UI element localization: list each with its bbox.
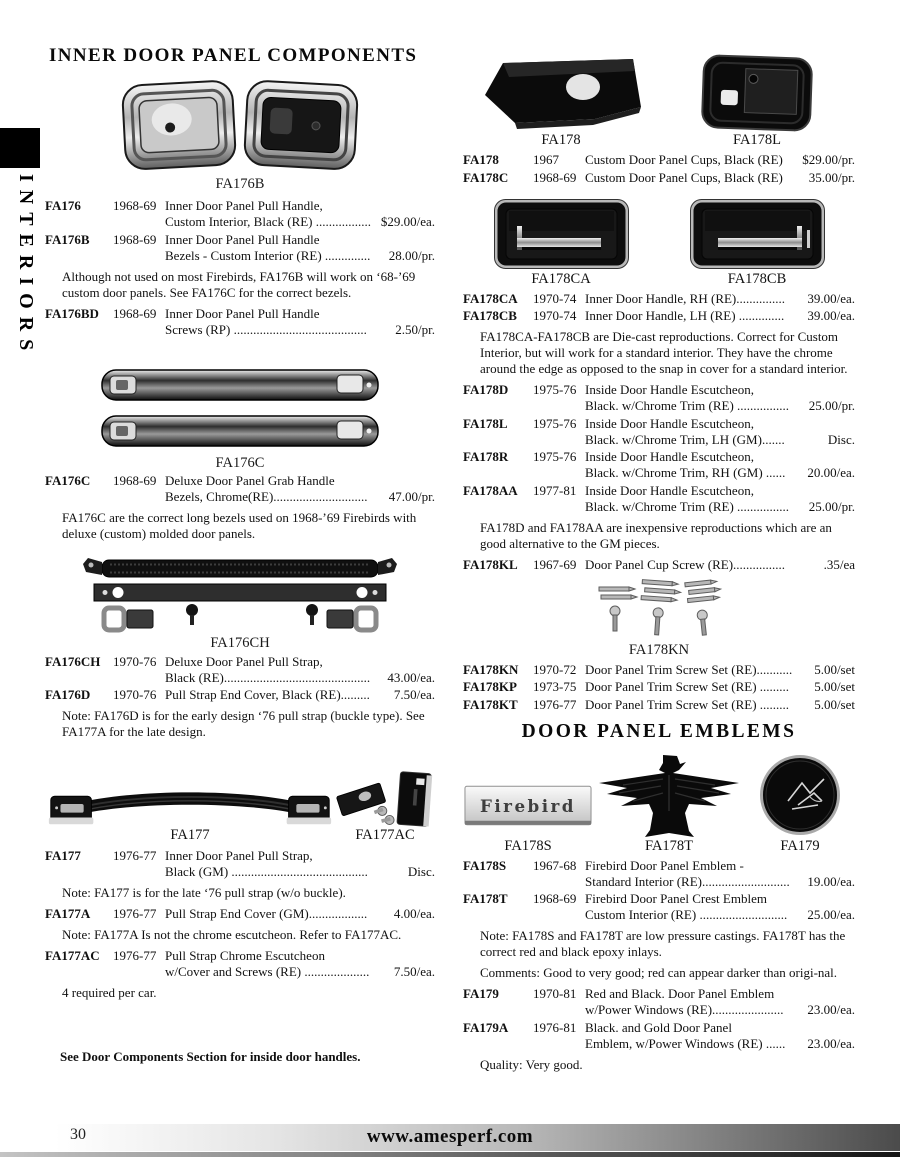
chrome-bezels-image	[120, 75, 360, 175]
photo-caption-fa176ch: FA176CH	[210, 635, 270, 651]
part-number: FA177A	[45, 906, 91, 921]
years: 1976-77	[113, 948, 157, 963]
photo-caption-fa177: FA177	[170, 827, 210, 843]
photo-caption-fa178: FA178	[541, 132, 581, 148]
description: Deluxe Door Panel Grab Handle Bezels, Chrome(RE).............................	[165, 473, 368, 504]
price: 39.00/ea.	[807, 308, 855, 323]
product-photo-fa178cb	[659, 198, 855, 270]
catalog-row-fa176ch	[45, 654, 435, 686]
part-number: FA176	[45, 198, 81, 213]
catalog-row-fa176c	[45, 473, 435, 505]
part-number: FA177	[45, 848, 81, 863]
photo-captions-emblems-row	[463, 837, 855, 855]
product-photo-fa178kn	[463, 579, 855, 641]
part-number: FA178L	[463, 415, 508, 431]
description: Inner Door Panel Pull Handle, Custom Interior, Black (RE) .................	[165, 198, 372, 229]
photo-caption-fa178kn: FA178KN	[628, 641, 690, 658]
product-photo-fa178t	[593, 753, 745, 837]
years: 1967-69	[533, 556, 577, 572]
page-edge-tab	[0, 128, 40, 168]
years: 1968-69	[113, 231, 157, 247]
grab-handle-bezels-image	[98, 364, 383, 454]
sidebar-section-label: INTERIORS	[15, 174, 37, 359]
description: Pull Strap End Cover (GM)..................	[165, 906, 368, 921]
product-photo-fa178s	[463, 753, 593, 837]
catalog-row-fa178r	[463, 449, 855, 481]
price: 4.00/ea.	[393, 906, 435, 921]
description: Door Panel Trim Screw Set (RE) .........	[585, 679, 790, 694]
years: 1967-68	[533, 857, 577, 873]
description: Firebird Door Panel Crest Emblem Custom Interior (RE) ...........................	[585, 891, 788, 922]
description: Inner Door Handle, LH (RE) ..............	[585, 308, 785, 323]
part-number: FA176B	[45, 231, 90, 247]
catalog-row-fa178s	[463, 858, 855, 890]
price: 43.00/ea.	[387, 669, 435, 685]
left-column	[45, 45, 435, 1070]
catalog-row-fa178kt	[463, 697, 855, 713]
price: 47.00/pr.	[388, 489, 435, 504]
catalog-row-fa176bd	[45, 306, 435, 338]
product-photos-fa177-row	[45, 768, 435, 826]
description: Inner Door Panel Pull Handle Bezels - Custom Interior (RE) ..............	[165, 231, 371, 263]
years: 1976-77	[533, 696, 577, 712]
part-number: FA176D	[45, 687, 91, 702]
note-reproductions: FA178D and FA178AA are inexpensive reproductions which are an good alternative to the GM pieces.	[480, 519, 832, 551]
part-number: FA178C	[463, 169, 509, 185]
photo-caption-fa177ac: FA177AC	[355, 827, 415, 843]
product-photo-fa177	[45, 768, 335, 832]
catalog-row-fa179	[463, 986, 855, 1018]
years: 1973-75	[533, 679, 577, 694]
product-photo-fa177ac	[335, 768, 435, 832]
price: 7.50/ea.	[393, 964, 435, 979]
years: 1968-69	[113, 473, 157, 488]
price: 39.00/ea.	[807, 290, 855, 306]
product-photo-fa176b	[45, 75, 435, 175]
note-fa176b: Although not used on most Firebirds, FA176B will work on ‘68-’69 custom door panels. See FA176C for the correct bezels.	[62, 268, 416, 300]
part-number: FA179A	[463, 1019, 509, 1035]
note-emblem-castings: Note: FA178S and FA178T are low pressure castings. FA178T has the correct red and black epoxy inlays.	[480, 928, 846, 959]
round-bird-emblem-image	[758, 753, 842, 837]
part-number: FA177AC	[45, 948, 100, 963]
years: 1968-69	[113, 305, 157, 321]
part-number: FA178CB	[463, 308, 517, 323]
years: 1976-77	[113, 906, 157, 921]
product-photo-fa179	[745, 753, 855, 837]
photo-caption-fa178cb: FA178CB	[727, 270, 787, 287]
part-number: FA178KL	[463, 556, 518, 572]
cross-reference-note: See Door Components Section for inside door handles.	[60, 1049, 361, 1064]
section-heading-inner-door: INNER DOOR PANEL COMPONENTS	[49, 45, 418, 66]
catalog-row-fa179a	[463, 1020, 855, 1052]
product-photo-fa176ch	[45, 552, 435, 634]
part-number: FA178AA	[463, 482, 518, 498]
door-panel-cup-late-image	[693, 53, 821, 133]
price: 23.00/ea.	[807, 1002, 855, 1017]
photo-caption-fa176b: FA176B	[215, 176, 265, 192]
photo-caption-fa176c: FA176C	[215, 454, 265, 471]
note-comments: Comments: Good to very good; red can appear darker than origi-nal.	[480, 965, 838, 980]
price: 23.00/ea.	[807, 1035, 855, 1051]
price: Disc.	[407, 864, 435, 879]
price: 35.00/pr.	[808, 169, 855, 185]
product-photos-emblems-row	[463, 753, 855, 837]
years: 1970-74	[533, 290, 577, 306]
inner-door-handle-rh-image	[493, 198, 630, 270]
photo-caption-fa178t: FA178T	[644, 837, 694, 854]
thunderbird-emblem-image	[593, 753, 745, 837]
price: 19.00/ea.	[807, 873, 855, 889]
price: 25.00/pr.	[808, 398, 855, 413]
description: Inside Door Handle Escutcheon, Black. w/Chrome Trim (RE) ................	[585, 382, 790, 413]
part-number: FA178R	[463, 449, 509, 464]
years: 1976-77	[113, 848, 157, 863]
note-diecast: FA178CA-FA178CB are Die-cast reproductions. Correct for Custom Interior, but will work for a standard interior. They have the chrome around the edge as opposed to the snap in cover for a standard interior.	[480, 329, 848, 376]
description: Door Panel Trim Screw Set (RE) .........	[585, 696, 790, 712]
years: 1975-76	[533, 382, 577, 397]
product-photo-fa176c	[45, 364, 435, 454]
product-photo-fa178l	[659, 53, 855, 133]
description: Custom Door Panel Cups, Black (RE)	[585, 169, 783, 185]
years: 1975-76	[533, 415, 577, 431]
catalog-row-fa178kp	[463, 679, 855, 695]
photo-caption-fa178ca: FA178CA	[531, 270, 591, 287]
part-number: FA178T	[463, 891, 508, 906]
description: Inner Door Handle, RH (RE)...............	[585, 290, 786, 306]
price: 5.00/set	[814, 679, 855, 694]
firebird-script-plate-image	[463, 783, 593, 829]
part-number: FA178KP	[463, 679, 517, 694]
note-fa177: Note: FA177 is for the late ‘76 pull strap (w/o buckle).	[62, 885, 346, 900]
escutcheon-kit-image	[335, 768, 435, 832]
section-heading-emblems: DOOR PANEL EMBLEMS	[521, 720, 797, 742]
catalog-row-fa178l	[463, 416, 855, 448]
part-number: FA178	[463, 152, 499, 167]
catalog-row-fa178aa	[463, 483, 855, 515]
note-fa177a: Note: FA177A Is not the chrome escutcheon. Refer to FA177AC.	[62, 927, 402, 942]
description: Firebird Door Panel Emblem - Standard Interior (RE)...........................	[585, 857, 790, 889]
part-number: FA179	[463, 986, 499, 1001]
years: 1977-81	[533, 482, 577, 498]
photo-caption-fa178s: FA178S	[504, 837, 552, 854]
door-panel-cup-image	[475, 55, 647, 133]
price: 28.00/pr.	[388, 247, 435, 263]
years: 1968-69	[533, 169, 577, 185]
website-url: www.amesperf.com	[366, 1126, 534, 1147]
catalog-row-fa178d	[463, 382, 855, 414]
catalog-row-fa177	[45, 848, 435, 880]
catalog-row-fa178cb	[463, 308, 855, 324]
pull-strap-parts-image	[80, 552, 400, 634]
photo-captions-fa178ca-row	[463, 270, 855, 288]
description: Inside Door Handle Escutcheon, Black. w/Chrome Trim, RH (GM) ......	[585, 449, 786, 480]
description: Pull Strap End Cover, Black (RE).........	[165, 687, 370, 702]
inner-door-handle-lh-image	[689, 198, 826, 270]
part-number: FA178D	[463, 382, 509, 397]
part-number: FA176BD	[45, 305, 99, 321]
price: 5.00/set	[814, 696, 855, 712]
description: Door Panel Cup Screw (RE)................	[585, 556, 786, 572]
description: Inner Door Panel Pull Strap, Black (GM) ..........................................	[165, 848, 368, 879]
description: Inner Door Panel Pull Handle Screws (RP) .........................................	[165, 305, 367, 337]
price: 25.00/pr.	[808, 498, 855, 514]
years: 1970-72	[533, 661, 577, 677]
price: 25.00/ea.	[807, 907, 855, 922]
catalog-row-fa178c	[463, 170, 855, 186]
part-number: FA178KT	[463, 696, 518, 712]
catalog-row-fa178kl	[463, 557, 855, 573]
description: Inside Door Handle Escutcheon, Black. w/Chrome Trim (RE) ................	[585, 482, 790, 514]
price: 5.00/set	[814, 661, 855, 677]
right-column	[463, 45, 855, 1078]
description: Deluxe Door Panel Pull Strap, Black (RE).............................................	[165, 653, 371, 685]
description: Inside Door Handle Escutcheon, Black. w/Chrome Trim, LH (GM).......	[585, 415, 785, 447]
description: Door Panel Trim Screw Set (RE)...........	[585, 661, 793, 677]
catalog-row-fa177a	[45, 906, 435, 922]
page-number: 30	[70, 1126, 86, 1143]
catalog-row-fa178	[463, 152, 855, 168]
footer-bottom-strip	[0, 1152, 900, 1157]
price: 2.50/pr.	[395, 321, 435, 337]
product-photo-fa178ca	[463, 198, 659, 270]
part-number: FA178S	[463, 857, 507, 873]
catalog-row-fa176d	[45, 687, 435, 703]
price: Disc.	[827, 431, 855, 447]
years: 1970-76	[113, 653, 157, 669]
price: $29.00/pr.	[802, 152, 855, 167]
product-photos-fa178-row	[463, 53, 855, 131]
part-number: FA178KN	[463, 661, 519, 677]
catalog-row-fa178t	[463, 891, 855, 923]
catalog-row-fa178ca	[463, 291, 855, 307]
product-photo-fa178	[463, 53, 659, 133]
years: 1970-74	[533, 308, 577, 323]
years: 1968-69	[533, 891, 577, 906]
description: Pull Strap Chrome Escutcheon w/Cover and Screws (RE) ....................	[165, 948, 370, 979]
catalog-row-fa176	[45, 198, 435, 230]
note-fa176c: FA176C are the correct long bezels used on 1968-’69 Firebirds with deluxe (custom) molded door panels.	[62, 510, 417, 541]
note-fa176d: Note: FA176D is for the early design ‘76 pull strap (buckle type). See FA177A for the late design.	[62, 708, 425, 739]
photo-caption-fa178l: FA178L	[732, 132, 782, 148]
photo-captions-fa177-row	[45, 826, 435, 844]
description: Black. and Gold Door Panel Emblem, w/Power Windows (RE) ......	[585, 1019, 786, 1051]
price: 20.00/ea.	[807, 465, 855, 480]
catalog-row-fa178kn	[463, 662, 855, 678]
pull-strap-image	[45, 774, 335, 832]
price: .35/ea	[823, 556, 855, 572]
photo-caption-fa179: FA179	[780, 837, 820, 854]
catalog-row-fa176b	[45, 232, 435, 264]
firebird-script-text: Firebird	[480, 795, 576, 816]
note-quality: Quality: Very good.	[480, 1056, 583, 1072]
price: $29.00/ea.	[380, 214, 435, 229]
years: 1970-76	[113, 687, 157, 702]
product-photos-fa178ca-row	[463, 198, 855, 270]
description: Custom Door Panel Cups, Black (RE)	[585, 152, 783, 167]
part-number: FA176CH	[45, 653, 101, 669]
description: Red and Black. Door Panel Emblem w/Power Windows (RE)......................	[585, 986, 784, 1017]
part-number: FA176C	[45, 473, 91, 488]
years: 1976-81	[533, 1019, 577, 1035]
years: 1970-81	[533, 986, 577, 1001]
price: 7.50/ea.	[393, 687, 435, 702]
catalog-row-fa177ac	[45, 948, 435, 980]
years: 1975-76	[533, 449, 577, 464]
years: 1967	[533, 152, 559, 167]
note-four-required: 4 required per car.	[62, 985, 157, 1000]
photo-captions-fa178-row	[463, 131, 855, 149]
years: 1968-69	[113, 198, 157, 213]
screw-set-image	[595, 579, 723, 641]
part-number: FA178CA	[463, 290, 518, 306]
